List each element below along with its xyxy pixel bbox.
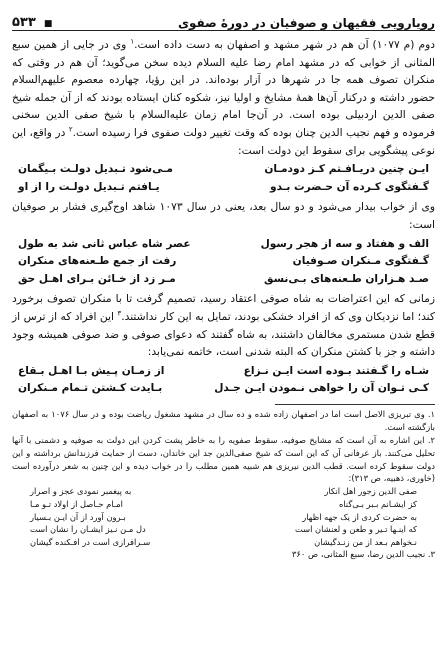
hemistich: بـرون آورد از آن ایـن بـسیار [30, 511, 126, 522]
hemistich: ایـن چنین دریـافـتم کـز دودمـان [264, 163, 429, 176]
footnote-3: ۳. نجیب الدین رضا، سبع المثانی، ص ۳۶۰ [291, 549, 435, 560]
hemistich: عصر شاه عباس ثانی شد به طول [18, 237, 191, 250]
hemistich: مـی‌شود تـبدیل دولـت بـیگمان [18, 163, 173, 176]
footnote-poem-line [12, 498, 435, 511]
hemistich: که اینـها تـیر و طعن و لعنشان است [295, 524, 417, 535]
hemistich: گـفتگوی مـنکران صـوفیان [292, 255, 429, 268]
paragraph-1 [12, 36, 435, 159]
hemistich: الف و هفتاد و سه از هجر رسول [260, 237, 429, 250]
poem-block-3 [12, 363, 435, 398]
hemistich: صـد هـزاران طـعنه‌های بـی‌نسق [264, 272, 429, 285]
footnote-ref-1: ۱ [130, 37, 135, 46]
poem-line [12, 161, 435, 179]
poem-line [12, 271, 435, 289]
footnote-1: ۱. وی تبریزی الاصل است اما در اصفهان زاده شده و ده سال در مشهد مشغول ریاضت بوده و در سال ۱۰۷۶ به اصفهان بازگشته است. [12, 408, 436, 432]
poem-line [12, 179, 435, 197]
poem-line [12, 236, 435, 254]
hemistich: دل مـن نـیز ایشـان را نشان است [30, 524, 146, 535]
paragraph-3 [12, 290, 435, 360]
hemistich: کز ایشـانم بـبر بـی‌گناه [338, 498, 417, 509]
poem-line [12, 253, 435, 271]
paragraph-3-text-b: این افراد که از ترس از قطع شدن مستمری مخالفان داشتند، به شاه گفتند که دعوای صوفی و ضد صوفی همیشه وجود داشته و جز با کشتن منکران که البته شدنی است، خاتمه نمی‌یابد: [12, 309, 435, 359]
hemistich: گـفتگوی کـرده آن حـضرت بـدو [270, 180, 429, 193]
running-title: رویارویی فقیهان و صوفیان در دورهٔ صفوی [177, 16, 435, 30]
hemistich: از زمـان پـیش بـا اهـل بـقاع [18, 364, 165, 377]
header-separator: ■ [43, 19, 53, 29]
hemistich: نـخواهم بـعد از من زنـدگیشان [314, 536, 417, 547]
footnote-poem-line [12, 511, 435, 524]
footnote-divider [275, 404, 435, 405]
page-number-block [12, 11, 55, 30]
hemistich: یـافتم تـبدیل دولـت را از او [18, 180, 160, 193]
hemistich: کـی تـوان آن را خواهی نـمودن ایـن جـدل [214, 382, 429, 395]
hemistich: صفی الدین زجور اهل انکار [324, 486, 417, 497]
hemistich: امـام حـاصل از اولاد تـو مـا [30, 498, 123, 509]
hemistich: سـرافرازی است در افـکنده گیشان [30, 536, 151, 547]
poem-block-1 [12, 161, 435, 196]
paragraph-1-text-c: در واقع، این نوعی پیشگویی برای سقوط این دولت است: [12, 125, 435, 157]
footnote-poem-line [12, 523, 435, 536]
hemistich: بـایدت کـشتن تـمام مـنکران [18, 382, 163, 395]
hemistich: رفت از جمع طـعنه‌های منکران [18, 255, 177, 268]
paragraph-3-text: زمانی که این اعتراضات به شاه صوفی اعتقاد رسید، تصمیم گرفت تا با منکران تصوف برخورد کند؛ اما نزدیکان وی که از افراد خشکی بودند، تمایل به این کار نداشتند. [12, 292, 435, 323]
hemistich: مـر زد از خـائن بـرای اهـل حق [18, 272, 176, 285]
footnote-ref-2: ۲ [68, 125, 73, 134]
poem-block-2 [12, 236, 435, 289]
paragraph-1-text: دوم (م ۱۰۷۷) آن هم در شهر مشهد و اصفهان به دست داده است. [134, 38, 435, 51]
hemistich: به پیغمبر نمودی عجز و اصرار [30, 486, 132, 497]
footnote-poem-line [12, 536, 435, 549]
paragraph-2: وی از خواب بیدار می‌شود و دو سال بعد، یعنی در سال ۱۰۷۳ شاهد اوج‌گیری فشار بر صوفیان است: [12, 200, 435, 231]
footnote-poem-line [12, 485, 435, 498]
footnote-ref-3: ۳ [117, 309, 122, 318]
paragraph-1-text-b: وی در جایی از همین سبع المثانی از خوابی که در مشهد امام رضا علیه السلام دیده سخن می‌گوید؛ آن هم در وقتی که منکران تصوف همه جا در شهرها در آزار بوده‌اند. در این رؤیا، چهارده معصوم علیهم‌السلام حضور داشته و درکنار آن‌ها همهٔ مشایخ و اولیا نیز، شکوه کنان ایستاده بودند که از آن جمله شیخ صفی الدین اردبیلی بوده است. در آن‌جا امام زمان علیه‌السلام با شیخ صفی الدین سخنی فرموده و فهم نجیب الدین چنان بوده که وقت تغییر دولت صفوی فرا رسیده است. [12, 38, 435, 139]
page-header [12, 8, 435, 31]
hemistich: به حضرت کردی از یک جهه اظهار [302, 511, 417, 522]
poem-line [12, 363, 435, 381]
page-number: ۵۳۳ [12, 15, 36, 30]
footnote-2: ۲. این اشاره به آن است که مشایخ صوفیه، سقوط صفویه را به خاطر پشت کردن این دولت به صوفیه و دشمنی با آنها تحلیل می‌کنند. باز عرفانی آن که این است که شیخ صفی‌الدین جد این خاندان، دست از حمایت فرزندانش برداشته و این دولت سقوط کرده است. قطب الدین نیریزی هم شبیه همین مطلب را در خواب دیده و این چنین به شعر درآورده است (خاوری، ذهبیه، ص ۳۱۳): [12, 434, 435, 484]
hemistich: شـاه را گـفتند بـوده است ایـن نـزاع [243, 364, 429, 377]
poem-line [12, 380, 435, 398]
footnote-poem [12, 485, 435, 548]
